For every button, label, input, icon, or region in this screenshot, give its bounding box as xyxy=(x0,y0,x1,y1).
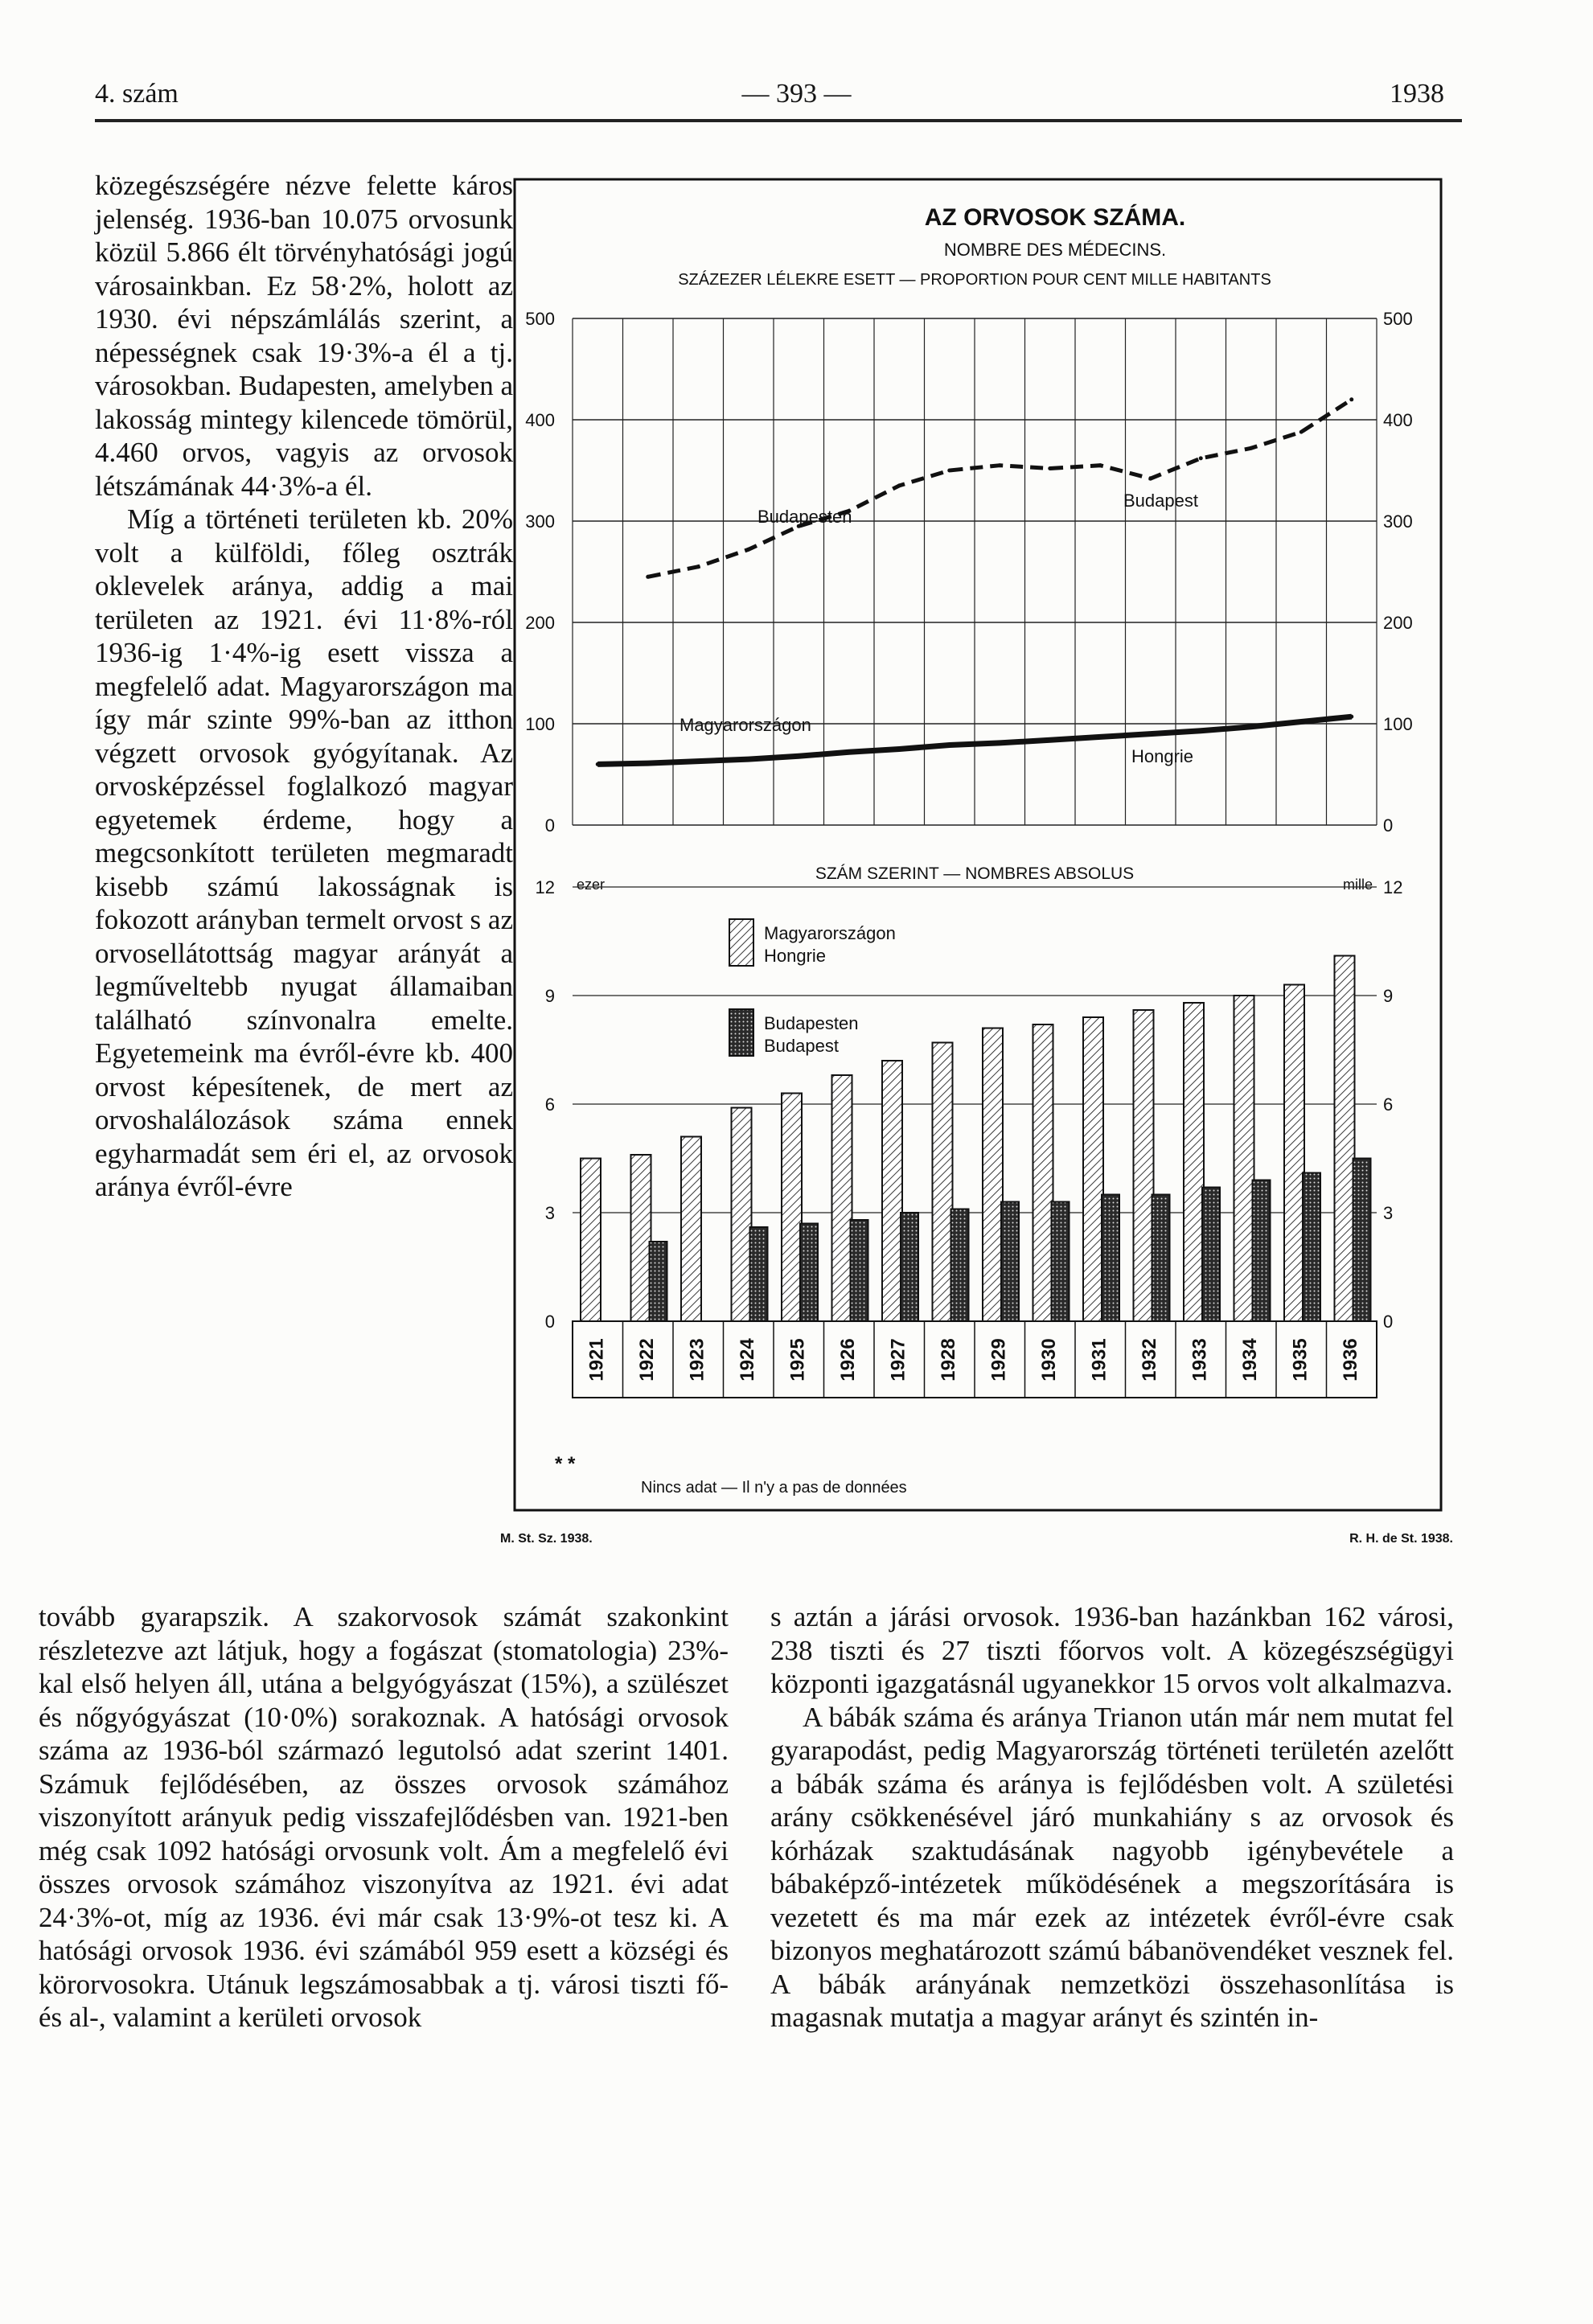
data-point xyxy=(947,469,951,473)
line-chart-grid xyxy=(573,318,1377,825)
y-tick-label: 0 xyxy=(1383,815,1394,836)
bar-magyarorszag xyxy=(1184,1003,1204,1321)
bar-magyarorszag xyxy=(882,1061,902,1321)
y-tick-label: 12 xyxy=(1383,877,1403,897)
year-label: 1928 xyxy=(938,1338,960,1382)
data-point xyxy=(998,741,1002,745)
data-point xyxy=(646,575,650,579)
y-tick-label: 6 xyxy=(544,1094,555,1115)
bar-magyarorszag xyxy=(782,1094,802,1322)
legend-label: Budapest xyxy=(764,1036,839,1056)
year-label: 1921 xyxy=(585,1338,608,1382)
text-column-bottom-right xyxy=(770,1600,1454,2035)
bar-chart-caption: SZÁM SZERINT — NOMBRES ABSOLUS xyxy=(815,864,1135,883)
y-tick-label: 3 xyxy=(544,1203,555,1223)
y-tick-label: 500 xyxy=(1383,309,1413,329)
y-tick-label: 0 xyxy=(544,815,555,836)
y-tick-label: 100 xyxy=(525,714,555,734)
data-point xyxy=(1299,430,1304,434)
bar-budapest xyxy=(750,1227,768,1321)
bar-magyarorszag xyxy=(631,1155,651,1321)
bar-magyarorszag xyxy=(1335,956,1355,1322)
bar-magyarorszag xyxy=(1134,1010,1154,1321)
series-line xyxy=(648,400,1352,577)
label-budapest: Budapest xyxy=(1123,491,1198,511)
running-head-year: 1938 xyxy=(1390,79,1444,109)
bar-budapest xyxy=(1001,1202,1019,1322)
y-tick-label: 0 xyxy=(1383,1312,1394,1332)
data-point xyxy=(1048,738,1052,742)
bar-budapest xyxy=(1152,1195,1170,1322)
data-point xyxy=(1048,466,1052,470)
bar-magyarorszag xyxy=(581,1159,601,1322)
data-point xyxy=(947,743,951,747)
bar-budapest xyxy=(851,1220,868,1321)
line-y-labels-right xyxy=(1383,309,1413,836)
data-point xyxy=(1349,715,1353,719)
data-point xyxy=(696,759,700,763)
bar-magyarorszag xyxy=(832,1075,852,1321)
text-column-top xyxy=(95,169,513,1204)
bar-y-labels-left xyxy=(536,877,555,1332)
bar-magyarorszag xyxy=(933,1043,953,1322)
bar-budapest xyxy=(1202,1188,1220,1322)
paragraph: Míg a történeti területen kb. 20% volt a külföldi, főleg osztrák oklevelek aránya, addig a mai területen az 1921. évi 11·8%-ról 1936-ig 1·4%-ig esett vissza a megfelelő adat. Magyarországon ma így már szinte 99%-ban az itthon végzett orvosok gyógyítanak. Az orvosképzéssel foglalkozó magyar egyetemek érdeme, hogy a megcsonkított területen megmaradt kisebb számú lakosságnak is fokozott arányban termelt orvost s az orvosellátottság magyar arányát a legműveltebb nyugat államaiban található színvonalra emelte. Egyetemeink ma évről-évre kb. 400 orvost képesítenek, de mert az orvoshalálozások száma ennek egyharmadát sem éri el, az orvosok aránya évről-évre xyxy=(95,503,513,1202)
label-magyarorszagon: Magyarországon xyxy=(679,715,811,735)
data-point xyxy=(1299,720,1304,724)
data-point xyxy=(696,565,700,569)
y-tick-label: 300 xyxy=(1383,511,1413,532)
bar-magyarorszag xyxy=(983,1029,1003,1322)
data-point xyxy=(596,762,600,766)
data-point xyxy=(998,463,1002,467)
data-point xyxy=(1098,463,1102,467)
paragraph: A bábák száma és aránya Trianon után már nem mutat fel gyarapodást, pedig Magyarország történeti területén azelőtt a bábák száma és aránya is fejlődésben volt. A születési arány csökkenésével járó munkahiány s az orvosok és kórházak szaktudásának nagyobb igénybevétele a bábaképző-intézetek működésének a megszorítására is vezetett és ma már ezek az intézetek évről-évre csak bizonyos meghatározott számú bábanövendéket vesznek fel. A bábák arányának nemzetközi összehasonlítása is magasnak mutatja a magyar arányt és szintén in- xyxy=(770,1701,1454,2033)
y-tick-label: 200 xyxy=(525,613,555,633)
data-point xyxy=(1148,477,1152,481)
bar-magyarorszag xyxy=(1083,1017,1103,1321)
legend-label: Magyarországon xyxy=(764,923,896,943)
year-label: 1922 xyxy=(636,1338,659,1382)
y-tick-label: 9 xyxy=(1383,986,1394,1006)
bar-unit-left: ezer xyxy=(577,877,606,893)
year-labels xyxy=(586,1338,1362,1382)
data-point xyxy=(897,483,901,487)
doctors-chart xyxy=(492,175,1457,1558)
year-label: 1923 xyxy=(686,1338,708,1382)
bar-budapest xyxy=(1102,1195,1119,1322)
year-label: 1933 xyxy=(1189,1338,1211,1382)
year-label: 1929 xyxy=(987,1338,1010,1382)
chart-subtitle: NOMBRE DES MÉDECINS. xyxy=(943,240,1167,260)
year-label: 1932 xyxy=(1139,1338,1161,1382)
legend xyxy=(729,919,896,1056)
bar-budapest xyxy=(1353,1159,1371,1322)
bar-magyarorszag xyxy=(732,1108,752,1322)
line-y-labels-left xyxy=(525,309,555,836)
credit-right: R. H. de St. 1938. xyxy=(1349,1532,1453,1546)
y-tick-label: 6 xyxy=(1383,1094,1394,1115)
note-marker: * * xyxy=(555,1453,576,1475)
legend-swatch-dotted xyxy=(729,1009,753,1056)
text-column-bottom-left xyxy=(39,1600,729,2035)
year-label: 1931 xyxy=(1088,1338,1111,1382)
bar-magyarorszag xyxy=(1284,985,1304,1322)
y-tick-label: 3 xyxy=(1383,1203,1394,1223)
data-point xyxy=(1199,456,1203,460)
year-label: 1934 xyxy=(1239,1338,1262,1382)
y-tick-label: 100 xyxy=(1383,714,1413,734)
bar-budapest xyxy=(1052,1202,1070,1322)
bar-budapest xyxy=(1303,1173,1320,1322)
bar-budapest xyxy=(951,1209,969,1322)
running-head-section: 4. szám xyxy=(95,79,179,109)
paragraph: s aztán a járási orvosok. 1936-ban hazánkban 162 városi, 238 tiszti és 27 tiszti főorvos volt. A közegészségügyi központi igazgatásnál ugyanekkor 15 orvos volt alkalmazva. xyxy=(770,1601,1454,1699)
page-number: — 393 — xyxy=(741,79,852,109)
year-label: 1926 xyxy=(837,1338,860,1382)
label-hongrie: Hongrie xyxy=(1131,746,1194,766)
data-point xyxy=(797,754,801,758)
bar-budapest xyxy=(1253,1180,1271,1322)
chart-title: AZ ORVOSOK SZÁMA. xyxy=(924,204,1186,231)
y-tick-label: 12 xyxy=(535,877,555,897)
legend-label: Hongrie xyxy=(764,946,827,966)
y-tick-label: 500 xyxy=(525,309,555,329)
bar-series xyxy=(581,956,1371,1322)
year-label: 1924 xyxy=(737,1338,759,1382)
data-point xyxy=(847,750,851,754)
bar-magyarorszag xyxy=(681,1137,701,1322)
data-point xyxy=(1148,732,1152,736)
year-label: 1930 xyxy=(1038,1338,1061,1382)
year-label: 1935 xyxy=(1289,1338,1312,1382)
data-point xyxy=(646,762,650,766)
bar-budapest xyxy=(901,1213,918,1321)
paragraph: közegészségére nézve felette káros jelenség. 1936-ban 10.075 orvosunk közül 5.866 élt törvényhatósági jogú városainkban. Ez 58·2%, holott az 1930. évi népszámlálás szerint, a népességnek csak 19·3%-a él a tj. városokban. Budapesten, amelyben a lakosság mintegy kilencede tömörül, 4.460 orvos, vagyis az orvosok létszámának 44·3%-a él. xyxy=(95,170,513,502)
legend-swatch-hatched xyxy=(729,919,753,966)
paragraph: tovább gyarapszik. A szakorvosok számát szakonkint részletezve azt látjuk, hogy a fogászat (stomatologia) 23%-kal első helyen áll, utána a belgyógyászat (15%), a szülészet és nőgyógyászat (10·0%) sorakoznak. A hatósági orvosok száma az 1936-ból származó legutolsó adat szerint 1401. Számuk fejlődésében, az összes orvosok számához viszonyított arányuk pedig visszafejlődésben van. 1921-ben még csak 1092 hatósági orvosunk volt. Ám a megfelelő évi összes orvosok számához viszonyítva az 1921. évi adat 24·3%-ot, míg az 1936. évi már csak 13·9%-ot tesz ki. A hatósági orvosok 1936. évi számából 959 esett a községi és körorvosokra. Utánuk legszámosabbak a tj. városi tiszti fő- és al-, valamint a kerületi orvosok xyxy=(39,1601,729,2033)
y-tick-label: 9 xyxy=(544,986,555,1006)
line-chart-caption: SZÁZEZER LÉLEKRE ESETT — PROPORTION POUR CENT MILLE HABITANTS xyxy=(678,271,1271,289)
credit-left: M. St. Sz. 1938. xyxy=(500,1532,593,1546)
header-rule xyxy=(95,119,1462,122)
bar-magyarorszag xyxy=(1234,996,1254,1321)
bar-budapest xyxy=(800,1224,818,1322)
data-point xyxy=(897,747,901,751)
bar-budapest xyxy=(650,1242,667,1321)
data-point xyxy=(1249,725,1253,729)
y-tick-label: 0 xyxy=(544,1312,555,1332)
y-tick-label: 200 xyxy=(1383,613,1413,633)
y-tick-label: 400 xyxy=(1383,410,1413,430)
no-data-note: Nincs adat — Il n'y a pas de données xyxy=(641,1479,907,1497)
y-tick-label: 300 xyxy=(525,511,555,532)
year-label: 1936 xyxy=(1340,1338,1362,1382)
legend-label: Budapesten xyxy=(764,1013,859,1033)
label-budapesten: Budapesten xyxy=(757,507,852,527)
year-label: 1927 xyxy=(887,1338,909,1382)
bar-magyarorszag xyxy=(1033,1024,1053,1321)
data-point xyxy=(746,548,750,552)
y-tick-label: 400 xyxy=(525,410,555,430)
year-label: 1925 xyxy=(786,1338,809,1382)
data-point xyxy=(1249,446,1253,450)
bar-unit-right: mille xyxy=(1342,877,1373,893)
bar-y-labels-right xyxy=(1383,877,1402,1332)
data-point xyxy=(1199,729,1203,733)
data-point xyxy=(1098,735,1102,739)
data-point xyxy=(746,758,750,762)
data-point xyxy=(1349,397,1353,401)
